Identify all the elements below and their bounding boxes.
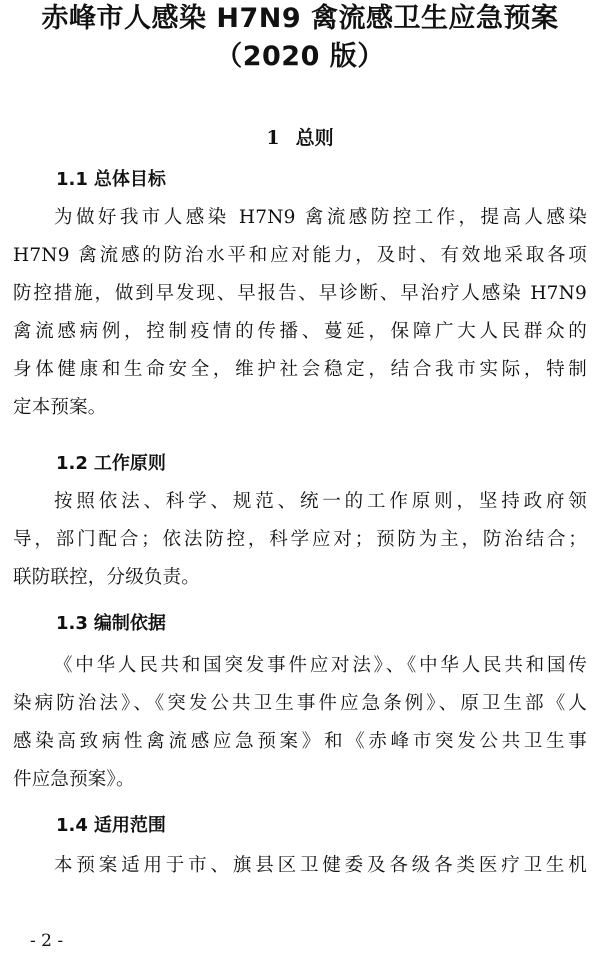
paragraph-line: 染病防治法》、《突发公共卫生事件应急条例》、原卫生部《人: [13, 693, 587, 714]
section-title: 工作原则: [93, 453, 166, 474]
section-1-4-paragraph: [13, 847, 587, 885]
section-title: 适用范围: [93, 815, 166, 836]
paragraph-line: 身体健康和生命安全，维护社会稳定，结合我市实际，特制: [13, 359, 587, 380]
section-1-1-paragraph: [13, 199, 587, 427]
section-heading-1-1: [56, 166, 166, 194]
paragraph-line: 定本预案。: [13, 397, 107, 418]
chapter-title: 总则: [295, 127, 334, 149]
chapter-heading: [0, 124, 600, 152]
chapter-number: 1: [266, 127, 280, 149]
section-heading-1-2: [56, 450, 166, 478]
section-heading-1-3: [56, 610, 166, 638]
section-number: 1.3: [56, 613, 88, 634]
paragraph-line: 为做好我市人感染 H7N9 禽流感防控工作，提高人感染: [54, 207, 587, 228]
section-1-3-paragraph: [13, 647, 587, 799]
section-number: 1.2: [56, 453, 88, 474]
section-heading-1-4: [56, 812, 166, 840]
section-1-2-paragraph: [13, 483, 587, 597]
paragraph-line: 《中华人民共和国突发事件应对法》、《中华人民共和国传: [54, 655, 587, 676]
document-subtitle-edition: （2020 版）: [215, 41, 385, 72]
section-number: 1.4: [56, 815, 88, 836]
paragraph-line: 防控措施，做到早发现、早报告、早诊断、早治疗人感染 H7N9: [13, 283, 587, 304]
section-title: 编制依据: [93, 613, 166, 634]
paragraph-line: 感染高致病性禽流感应急预案》和《赤峰市突发公共卫生事: [13, 731, 587, 752]
paragraph-line: 本预案适用于市、旗县区卫健委及各级各类医疗卫生机: [54, 855, 587, 876]
paragraph-line: 按照依法、科学、规范、统一的工作原则，坚持政府领: [54, 491, 587, 512]
section-title: 总体目标: [93, 169, 166, 190]
paragraph-line: 禽流感病例，控制疫情的传播、蔓延，保障广大人民群众的: [13, 321, 587, 342]
page-number: - 2 -: [30, 931, 64, 951]
paragraph-line: 件应急预案》。: [13, 769, 135, 790]
section-number: 1.1: [56, 169, 88, 190]
document-title: 赤峰市人感染 H7N9 禽流感卫生应急预案: [41, 3, 559, 34]
paragraph-line: 导，部门配合；依法防控，科学应对；预防为主，防治结合；: [13, 529, 587, 550]
paragraph-line: 联防联控，分级负责。: [13, 567, 201, 588]
paragraph-line: H7N9 禽流感的防治水平和应对能力，及时、有效地采取各项: [13, 245, 587, 266]
